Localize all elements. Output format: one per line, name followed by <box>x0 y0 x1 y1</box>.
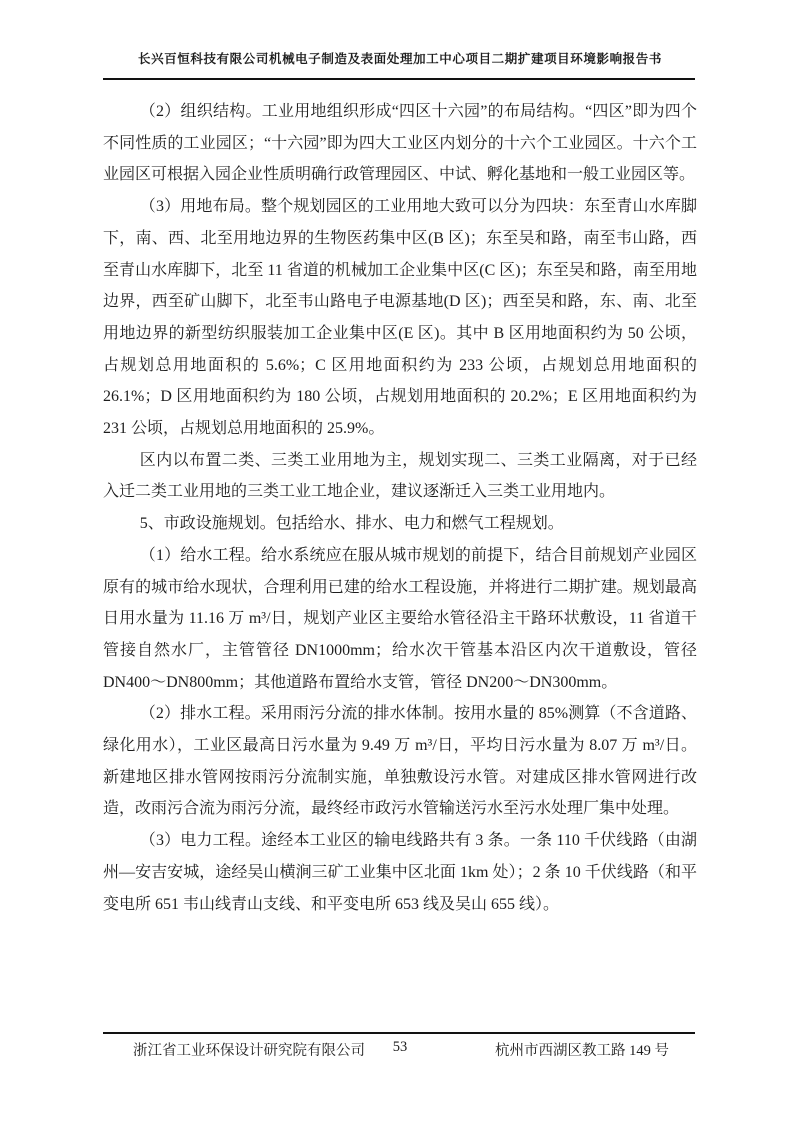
paragraph-org-structure: （2）组织结构。工业用地组织形成“四区十六园”的布局结构。“四区”即为四个不同性质的工业园区；“十六园”即为四大工业区内划分的十六个工业园区。十六个工业园区可根据入园企业性质明确行政管理园区、中试、孵化基地和一般工业园区等。 <box>103 103 697 184</box>
footer-divider-rule <box>103 1032 695 1034</box>
paragraph-drainage: （2）排水工程。采用雨污分流的排水体制。按用水量的 85%测算（不含道路、绿化用水），工业区最高日污水量为 9.49 万 m³/日，平均日污水量为 8.07 万 m³/日。新建地区排水管网按雨污分流制实施，单独敷设污水管。对建成区排水管网进行改造，改雨污合流为雨污分流，最终经市政污水管输送污水至污水处理厂集中处理。 <box>103 705 697 818</box>
paragraph-industry-classes: 区内以布置二类、三类工业用地为主，规划实现二、三类工业隔离，对于已经入迁二类工业用地的三类工业工地企业，建议逐渐迁入三类工业用地内。 <box>103 451 697 501</box>
paragraph-electric-power: （3）电力工程。途经本工业区的输电线路共有 3 条。一条 110 千伏线路（由湖州—安吉安城，途经吴山横涧三矿工业集中区北面 1km 处）；2 条 10 千伏线路（和平变电所 651 韦山线青山支线、和平变电所 653 线及吴山 655 线）。 <box>103 832 697 913</box>
footer-address: 杭州市西湖区教工路 149 号 <box>495 1043 669 1059</box>
header-divider-rule <box>103 78 695 80</box>
page-number: 53 <box>392 1039 408 1055</box>
page-header-title: 长兴百恒科技有限公司机械电子制造及表面处理加工中心项目二期扩建项目环境影响报告书 <box>137 52 662 66</box>
paragraph-water-supply: （1）给水工程。给水系统应在服从城市规划的前提下，结合目前规划产业园区原有的城市给水现状，合理利用已建的给水工程设施，并将进行二期扩建。规划最高日用水量为 11.16 万 m³/日，规划产业区主要给水管径沿主干路环状敷设，11 省道干管接自然水厂，主管管径 DN1000mm；给水次干管基本沿区内次干道敷设，管径 DN400～DN800mm；其他道路布置给水支管，管径 DN200～DN300mm。 <box>103 546 697 691</box>
paragraph-land-layout: （3）用地布局。整个规划园区的工业用地大致可以分为四块：东至青山水库脚下，南、西、北至用地边界的生物医药集中区(B 区)；东至吴和路，南至韦山路，西至青山水库脚下，北至 11 省道的机械加工企业集中区(C 区)；东至吴和路，南至用地边界，西至矿山脚下，北至韦山路电子电源基地(D 区)；西至吴和路，东、南、北至用地边界的新型纺织服装加工企业集中区(E 区)。其中 B 区用地面积约为 50 公顷，占规划总用地面积的 5.6%；C 区用地面积约为 233 公顷，占规划总用地面积的 26.1%；D 区用地面积约为 180 公顷，占规划用地面积的 20.2%；E 区用地面积约为 231 公顷，占规划总用地面积的 25.9%。 <box>103 198 697 438</box>
paragraph-municipal-plan-heading: 5、市政设施规划。包括给水、排水、电力和燃气工程规划。 <box>139 515 564 533</box>
page-footer <box>103 1039 697 1063</box>
document-body <box>103 96 697 920</box>
footer-company-name: 浙江省工业环保设计研究院有限公司 <box>133 1043 365 1059</box>
